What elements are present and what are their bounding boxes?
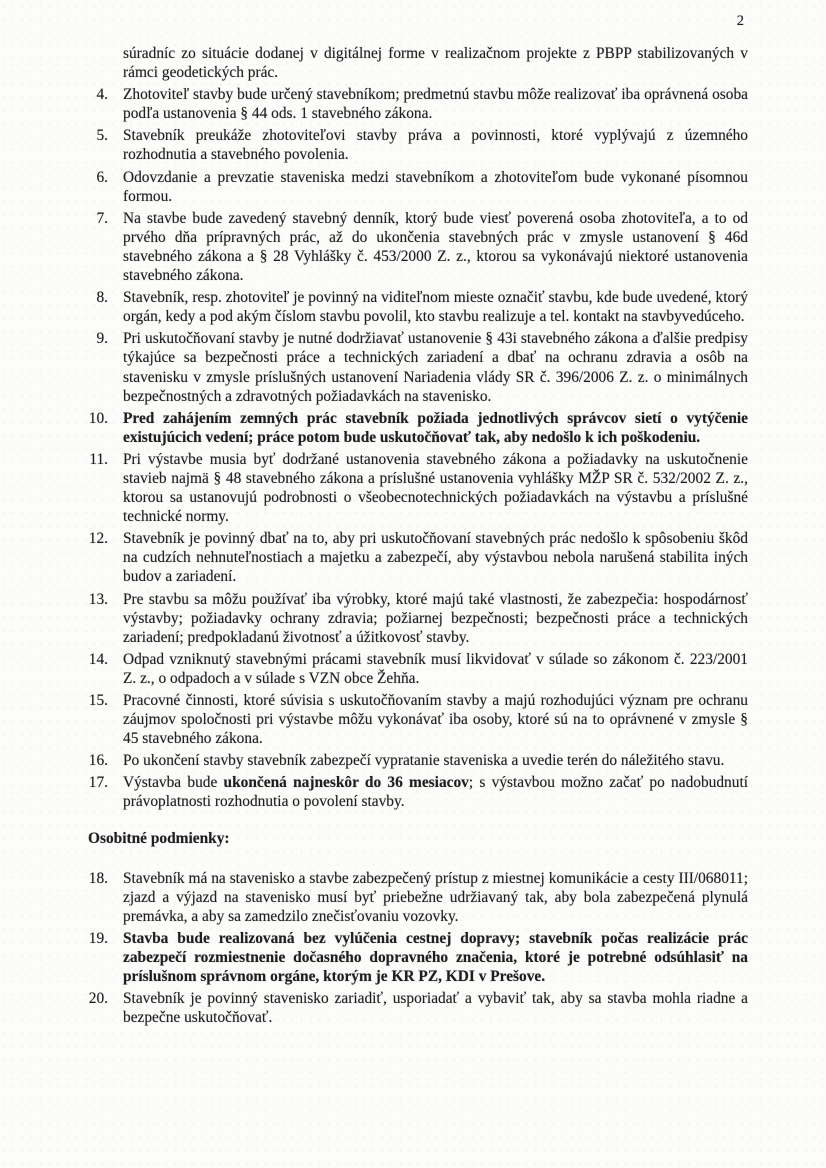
- condition-item-5: [88, 126, 748, 164]
- item-number: 12.: [88, 530, 108, 548]
- condition-item-10: [88, 409, 748, 447]
- item-number: 19.: [88, 929, 108, 947]
- page-number: 2: [736, 13, 744, 29]
- item-number: 20.: [88, 990, 108, 1008]
- condition-item-9: [88, 329, 748, 405]
- item-text: Na stavbe bude zavedený stavebný denník, ktorý bude viesť poverená osoba zhotoviteľa, a to od prvého dňa prípravných prác, až do ukončenia stavebných prác v zmysle ustanovení § 46d stavebného zákona a § 28 Vyhlášky č. 453/2000 Z. z., ktorou sa vykonávajú niektoré ustanovenia stavebného zákona.: [123, 209, 748, 285]
- item-number: 5.: [96, 127, 108, 145]
- item-number: 17.: [88, 774, 108, 792]
- item-text: Stavebník je povinný stavenisko zariadiť, usporiadať a vybaviť tak, aby sa stavba mohla riadne a bezpečne uskutočňovať.: [123, 990, 748, 1027]
- condition-item-19: [88, 929, 748, 986]
- item-text: Pred zahájením zemných prác stavebník požiada jednotlivých správcov sietí o vytýčenie existujúcich vedení; práce potom bude uskutočňovať tak, aby nedošlo k ich poškodeniu.: [123, 409, 748, 446]
- condition-item-15: [88, 691, 748, 748]
- item-text: Odovzdanie a prevzatie staveniska medzi stavebníkom a zhotoviteľom bude vykonané písomnou formou.: [123, 168, 748, 205]
- item-number: 7.: [96, 209, 108, 227]
- item-number: 8.: [96, 289, 108, 307]
- condition-item-8: [88, 288, 748, 326]
- item-text: [123, 774, 748, 810]
- conditions-list: [88, 85, 748, 811]
- item-text: Stavebník, resp. zhotoviteľ je povinný na viditeľnom mieste označiť stavbu, kde bude uvedené, ktorý orgán, kedy a pod akým číslom stavbu povolil, kto stavbu realizuje a tel. kontakt na stavbyvedúceho.: [123, 289, 748, 326]
- item-text-bold: ukončená najneskôr do 36 mesiacov: [223, 774, 469, 792]
- condition-item-4: [88, 85, 748, 123]
- item-text: Stavebník má na stavenisko a stavbe zabezpečený prístup z miestnej komunikácie a cesty III/068011; zjazd a výjazd na stavenisko musí byť priebežne udržiavaný tak, aby bola zabezpečená plynulá premávka, a aby sa zamedzilo znečisťovaniu vozovky.: [123, 869, 748, 925]
- item-text: Pracovné činnosti, ktoré súvisia s uskutočňovaním stavby a majú rozhodujúci význam pre ochranu záujmov spoločnosti pri výstavbe môžu vykonávať iba osoby, ktoré sú na to oprávnené v zmysle § 45 stavebného zákona.: [123, 692, 748, 748]
- condition-item-13: [88, 590, 748, 647]
- item-text: Stavba bude realizovaná bez vylúčenia cestnej dopravy; stavebník počas realizácie prác zabezpečí rozmiestnenie dočasného dopravného značenia, ktoré je potrebné odsúhlasiť na príslušnom správnom orgáne, ktorým je KR PZ, KDI v Prešove.: [123, 929, 748, 986]
- condition-item-7: [88, 209, 748, 285]
- item-number: 9.: [96, 330, 108, 348]
- condition-item-16: [88, 751, 748, 770]
- special-conditions-heading: Osobitné podmienky:: [88, 829, 230, 847]
- special-conditions-list: [88, 869, 748, 1028]
- condition-item-12: [88, 529, 748, 586]
- continuation-paragraph: súradníc zo situácie dodanej v digitálnej forme v realizačnom projekte z PBPP stabilizovaných v rámci geodetických prác.: [123, 45, 748, 82]
- item-text: Po ukončení stavby stavebník zabezpečí vypratanie staveniska a uvedie terén do náležitého stavu.: [123, 752, 725, 770]
- item-text: Pri výstavbe musia byť dodržané ustanovenia stavebného zákona a požiadavky na uskutočnenie stavieb najmä § 48 stavebného zákona a príslušné ustanovenia vyhlášky MŽP SR č. 532/2002 Z. z., ktorou sa ustanovujú podrobnosti o všeobecnotechnických požiadavkách na výstavbu a príslušné technické normy.: [123, 450, 748, 526]
- item-number: 10.: [88, 409, 108, 427]
- item-text: Pri uskutočňovaní stavby je nutné dodržiavať ustanovenie § 43i stavebného zákona a ďalšie predpisy týkajúce sa bezpečnosti práce a technických zariadení a dbať na ochranu zdravia a osôb na stavenisku v zmysle príslušných ustanovení Nariadenia vlády SR č. 396/2006 Z. z. o minimálnych bezpečnostných a zdravotných požiadavkách na stavenisko.: [123, 330, 748, 405]
- condition-item-20: [88, 989, 748, 1027]
- document-content: [88, 44, 748, 1030]
- condition-item-6: [88, 168, 748, 206]
- item-number: 6.: [96, 168, 108, 186]
- item-number: 18.: [88, 869, 108, 887]
- item-text-regular: Výstavba bude: [123, 774, 224, 792]
- item-number: 4.: [96, 86, 108, 104]
- condition-item-11: [88, 450, 748, 526]
- item-text: Zhotoviteľ stavby bude určený stavebníkom; predmetnú stavbu môže realizovať iba oprávnená osoba podľa ustanovenia § 44 ods. 1 stavebného zákona.: [123, 86, 748, 123]
- item-number: 13.: [88, 590, 108, 608]
- condition-item-17: [88, 773, 748, 811]
- item-number: 15.: [88, 692, 108, 709]
- item-text: Odpad vzniknutý stavebnými prácami stavebník musí likvidovať v súlade so zákonom č. 223/2001 Z. z., o odpadoch a v súlade s VZN obce Žehňa.: [123, 650, 748, 687]
- item-text: Stavebník je povinný dbať na to, aby pri uskutočňovaní stavebných prác nedošlo k spôsobeniu škôd na cudzích nehnuteľnostiach a majetku a zabezpečí, aby výstavbou nebola narušená stabilita iných budov a zariadení.: [123, 530, 748, 586]
- condition-item-18: [88, 869, 748, 926]
- item-text-regular: ; s výstavbou možno začať po nadobudnutí právoplatnosti rozhodnutia o povolení stavby.: [123, 774, 749, 811]
- item-number: 11.: [89, 450, 108, 468]
- item-text: Stavebník preukáže zhotoviteľovi stavby práva a povinnosti, ktoré vyplývajú z územného rozhodnutia a stavebného povolenia.: [123, 127, 748, 164]
- item-number: 16.: [88, 752, 108, 770]
- item-number: 14.: [88, 650, 108, 668]
- item-text: Pre stavbu sa môžu používať iba výrobky, ktoré majú také vlastnosti, že zabezpečia: hospodárnosť výstavby; požiadavky ochrany zdravia; požiarnej bezpečnosti; bezpečnosti práce a technických zariadení; predpokladanú životnosť a úžitkovosť stavby.: [123, 590, 748, 646]
- condition-item-14: [88, 650, 748, 688]
